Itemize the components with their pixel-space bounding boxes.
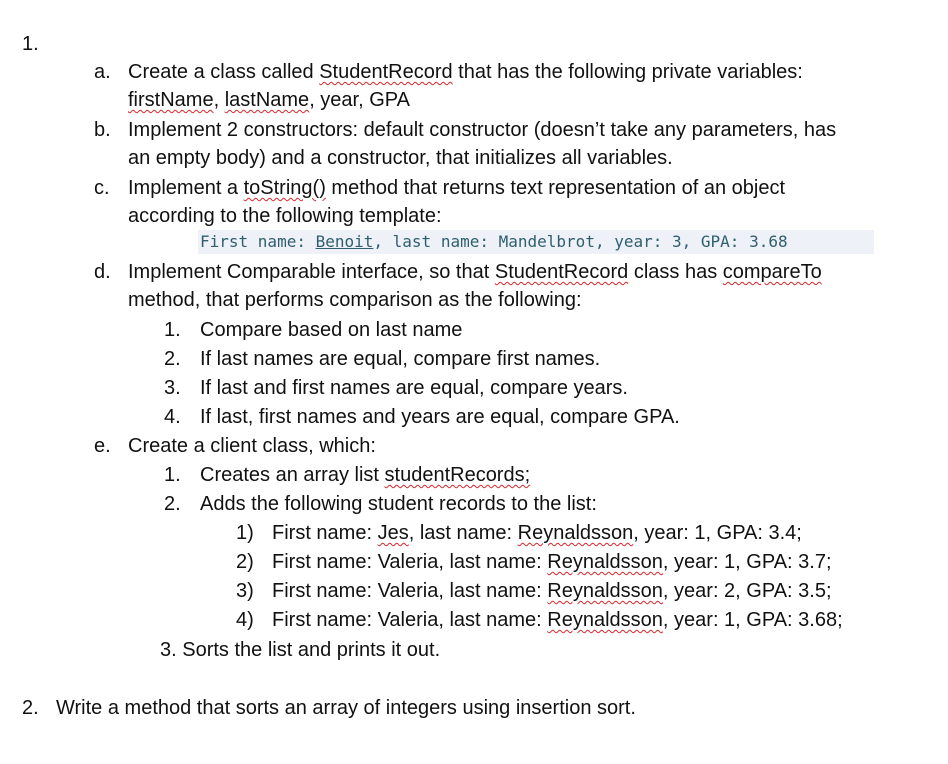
record-first-name: Jes [377, 522, 409, 544]
list-item: Compare based on last name [200, 319, 463, 341]
item-d-text: Implement Comparable interface, so that [128, 261, 495, 283]
record-last-name: Reynaldsson [547, 551, 663, 573]
item-c-line-2: according to the following template: [128, 205, 442, 227]
item-c-text: Implement a [128, 177, 244, 199]
record-line [272, 608, 843, 632]
class-name-studentrecord: StudentRecord [319, 61, 453, 83]
item-b-marker: b. [94, 119, 111, 141]
list-item-number: 2. [164, 493, 181, 515]
item-d-line-1 [128, 260, 822, 284]
record-text: First name: Valeria, last name: [272, 580, 548, 602]
item-b-line-1: Implement 2 constructors: default constructor (doesn’t take any parameters, has [128, 119, 837, 141]
record-last-name: Reynaldsson [517, 522, 634, 544]
item-d-marker: d. [94, 261, 111, 283]
list-item-number: 3. [164, 377, 181, 399]
record-line [272, 579, 832, 603]
item-a-text-end: that has the following private variables: [452, 61, 803, 83]
record-last-name: Reynaldsson [547, 580, 663, 602]
item-c-marker: c. [94, 177, 110, 199]
record-line [272, 521, 802, 545]
item-b-line-2: an empty body) and a constructor, that initializes all variables. [128, 147, 673, 169]
record-text-end: , year: 2, GPA: 3.5; [662, 580, 832, 602]
record-number: 2) [236, 551, 254, 573]
code-text-end: , last name: Mandelbrot, year: 3, GPA: 3.68 [373, 232, 788, 251]
record-text: , last name: [408, 522, 518, 544]
code-first-name: Benoit [315, 232, 374, 251]
vars-rest: , year, GPA [309, 89, 410, 111]
list-item: If last and first names are equal, compare years. [200, 377, 628, 399]
question-2-number: 2. [22, 697, 39, 719]
list-item-number: 4. [164, 406, 181, 428]
var-firstname: firstName [128, 89, 214, 111]
record-number: 1) [236, 522, 254, 544]
list-item: If last names are equal, compare first names. [200, 348, 601, 370]
item-e-line-1: Create a client class, which: [128, 435, 376, 457]
record-text: First name: Valeria, last name: [272, 609, 548, 631]
item-d-text-mid: class has [628, 261, 723, 283]
item-a-text: Create a class called [128, 61, 320, 83]
item-d-line-2: method, that performs comparison as the following: [128, 289, 582, 311]
list-item-text: Creates an array list [200, 464, 385, 486]
record-text: First name: Valeria, last name: [272, 551, 548, 573]
var-lastname: lastName [224, 89, 310, 111]
list-item: If last, first names and years are equal, compare GPA. [200, 406, 680, 428]
record-text-end: , year: 1, GPA: 3.4; [633, 522, 802, 544]
method-compareto: compareTo [722, 261, 822, 283]
item-a-marker: a. [94, 61, 111, 83]
item-a-line-2 [128, 88, 410, 112]
item-a-line-1 [128, 60, 803, 84]
class-name-studentrecord: StudentRecord [494, 261, 629, 283]
question-2-text: Write a method that sorts an array of integers using insertion sort. [56, 697, 636, 719]
list-item-number: 1. [164, 319, 181, 341]
item-e-marker: e. [94, 435, 111, 457]
var-studentrecords: studentRecords; [384, 464, 531, 486]
separator: , [213, 89, 225, 111]
code-text: First name: [200, 232, 316, 251]
record-text-end: , year: 1, GPA: 3.68; [662, 609, 843, 631]
list-item-number: 1. [164, 464, 181, 486]
record-last-name: Reynaldsson [547, 609, 663, 631]
record-text: First name: [272, 522, 378, 544]
list-item: 3. Sorts the list and prints it out. [160, 639, 441, 661]
list-item [200, 463, 530, 487]
list-item-number: 2. [164, 348, 181, 370]
code-template [198, 230, 874, 254]
item-c-text-end: method that returns text representation of an object [325, 177, 786, 199]
record-number: 4) [236, 609, 254, 631]
method-tostring: toString() [243, 177, 326, 199]
record-number: 3) [236, 580, 254, 602]
record-text-end: , year: 1, GPA: 3.7; [662, 551, 832, 573]
question-1-number: 1. [22, 33, 39, 55]
item-c-line-1 [128, 176, 785, 200]
record-line [272, 550, 832, 574]
list-item: Adds the following student records to the list: [200, 493, 597, 515]
